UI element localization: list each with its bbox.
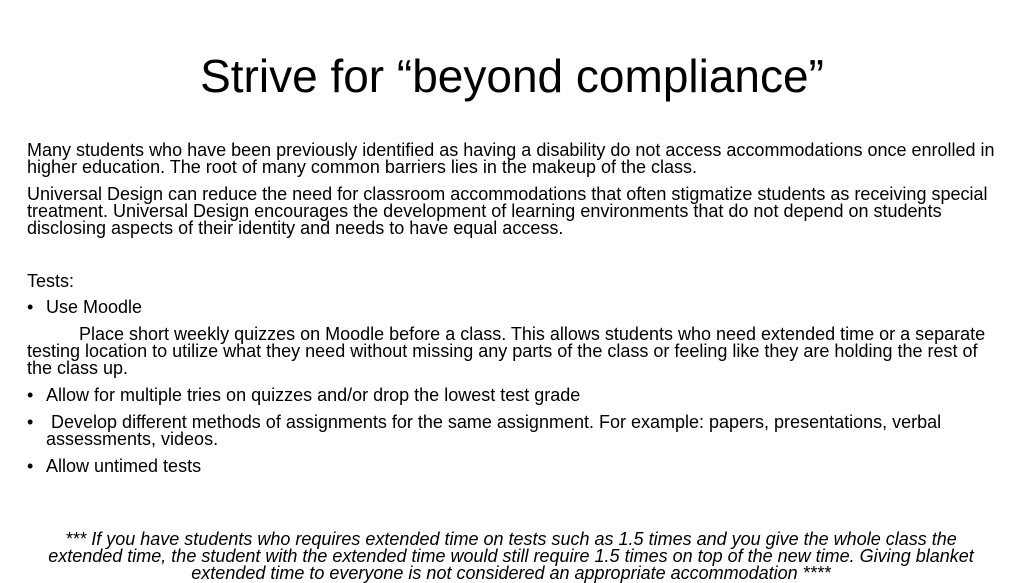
- slide-body: [27, 142, 1002, 485]
- slide-title: Strive for “beyond compliance”: [200, 50, 824, 102]
- bullet-text: Allow untimed tests: [46, 456, 202, 476]
- bullet-item-moodle: [27, 299, 1002, 316]
- extended-time-note: *** If you have students who requires extended time on tests such as 1.5 times and you give the whole class the extended time, the student with the extended time would still require 1.5 times on top of the new time. Giving blanket extended time to everyone is not considered an appropriate accommodation ****: [48, 529, 974, 583]
- universal-design-paragraph: Universal Design can reduce the need for classroom accommodations that often stigmatize students as receiving special treatment. Universal Design encourages the development of learning environments that do not depend on students disclosing aspects of their identity and needs to have equal access.: [27, 184, 988, 238]
- spacer: [27, 247, 1002, 273]
- bullet-item-multiple-tries: [27, 387, 1002, 404]
- bullet-dot: •: [27, 385, 34, 405]
- bullet-dot: •: [27, 297, 34, 317]
- moodle-detail-paragraph: Place short weekly quizzes on Moodle before a class. This allows students who need extended time or a separate testing location to utilize what they need without missing any parts of the class or feeling like they are holding the rest of the class up.: [27, 324, 986, 378]
- bullet-text: Develop different methods of assignments for the same assignment. For example: papers, presentations, verbal assessments, videos.: [46, 412, 947, 449]
- bullet-text: Allow for multiple tries on quizzes and/or drop the lowest test grade: [46, 385, 581, 405]
- bullet-text: Use Moodle: [46, 297, 143, 317]
- bullet-item-untimed-tests: [27, 458, 1002, 475]
- intro-paragraph: Many students who have been previously identified as having a disability do not access accommodations once enrolled in higher education. The root of many common barriers lies in the makeup of the class.: [27, 140, 995, 177]
- bullet-dot: •: [27, 456, 34, 476]
- bullet-dot: •: [27, 412, 34, 432]
- tests-label: Tests:: [27, 271, 75, 291]
- bullet-item-assignment-methods: [27, 414, 1002, 448]
